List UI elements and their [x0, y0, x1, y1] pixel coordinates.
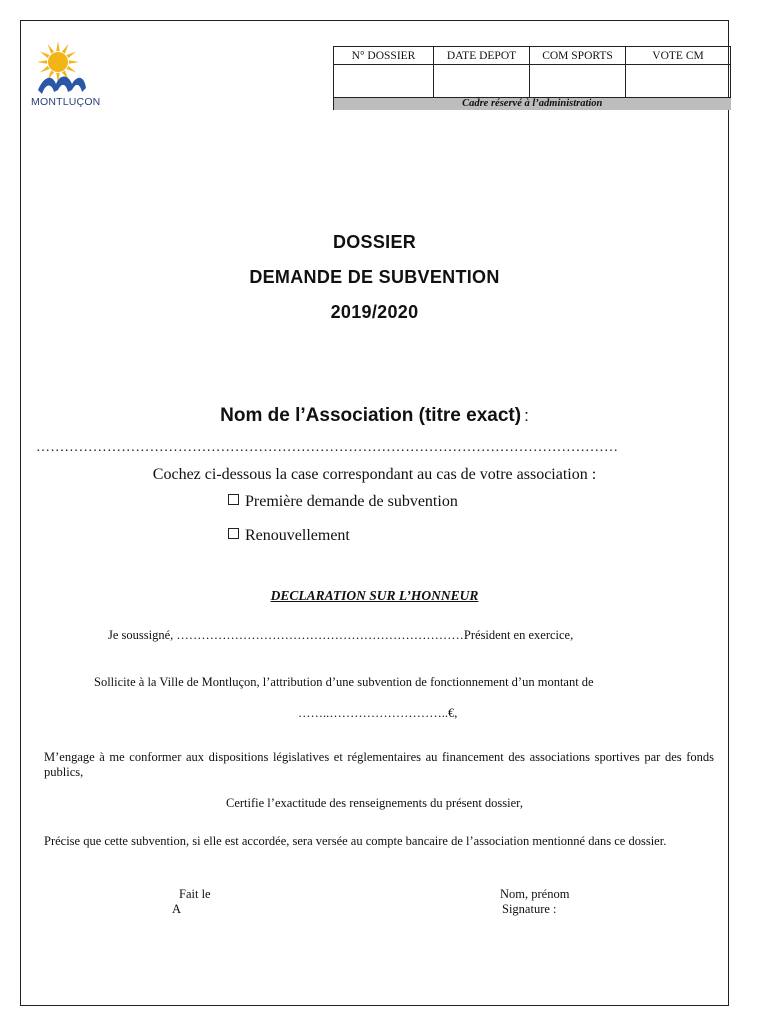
declaration-soussigne[interactable]: Je soussigné, ……………………………………………………………Président en exercice, [108, 628, 574, 642]
association-name-field[interactable]: …………………………………………………………………………………………………………… [36, 440, 619, 455]
sun-ray [62, 44, 69, 54]
sun-ray [37, 60, 47, 64]
title-year: 2019/2020 [330, 302, 419, 322]
sun-ray [40, 52, 50, 59]
cell-dossier[interactable] [334, 65, 434, 98]
declaration-certifie: Certifie l’exactitude des renseignements du présent dossier, [226, 796, 523, 810]
option-renewal[interactable] [228, 527, 350, 545]
cell-vote-cm[interactable] [626, 65, 731, 98]
document-page [20, 20, 729, 1006]
declaration-heading: DECLARATION SUR L’HONNEUR [270, 588, 479, 603]
option-first-request[interactable] [228, 493, 458, 511]
declaration-engage: M’engage à me conformer aux dispositions législatives et réglementaires au financement des associations sportives par des fonds publics, [44, 750, 714, 779]
signature-label: Signature : [502, 902, 557, 916]
nom-prenom-label: Nom, prénom [500, 887, 570, 901]
admin-box [333, 46, 731, 110]
header-com-sports: COM SPORTS [530, 47, 626, 65]
association-label: Nom de l’Association (titre exact) [220, 405, 522, 426]
sun-ray [67, 52, 77, 59]
checkbox-icon[interactable] [228, 528, 239, 539]
sun-ray [48, 44, 55, 54]
case-instruction: Cochez ci-dessous la case correspondant au cas de votre association : [152, 466, 597, 483]
sun-ray [40, 66, 50, 73]
association-colon: : [524, 406, 529, 425]
header-vote-cm: VOTE CM [626, 47, 731, 65]
option-renewal-label: Renouvellement [245, 527, 350, 544]
sun-ray [67, 66, 77, 73]
option-first-request-label: Première demande de subvention [245, 493, 458, 510]
admin-reserved-note: Cadre réservé à l’administration [334, 98, 731, 111]
sun-icon [37, 41, 79, 83]
fait-le-label: Fait le [179, 887, 211, 901]
title-demande: DEMANDE DE SUBVENTION [249, 267, 500, 287]
header-dossier: N° DOSSIER [334, 47, 434, 65]
sun-ray [56, 41, 60, 51]
declaration-montant[interactable]: ……..………………………..€, [298, 706, 458, 720]
cell-com-sports[interactable] [530, 65, 626, 98]
sun-ray [69, 60, 79, 64]
declaration-sollicite: Sollicite à la Ville de Montluçon, l’attribution d’une subvention de fonctionnement d’un montant de [94, 675, 594, 689]
m-letter-icon [38, 77, 86, 95]
logo-city-name: MONTLUÇON [31, 96, 101, 108]
association-label-line [20, 405, 729, 427]
checkbox-icon[interactable] [228, 494, 239, 505]
declaration-precise: Précise que cette subvention, si elle est accordée, sera versée au compte bancaire de l’association mentionné dans ce dossier. [44, 834, 667, 848]
cell-date-depot[interactable] [434, 65, 530, 98]
title-dossier: DOSSIER [332, 232, 417, 252]
a-label: A [172, 902, 182, 916]
header-date-depot: DATE DEPOT [434, 47, 530, 65]
